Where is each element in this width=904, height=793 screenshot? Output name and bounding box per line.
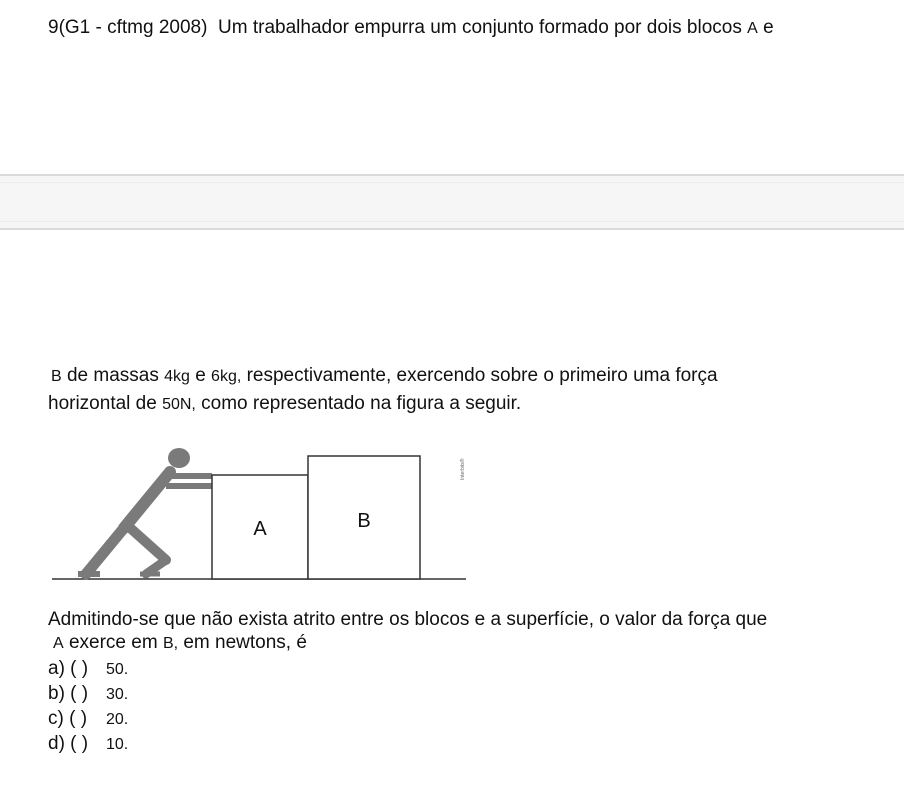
block-a-label: A (253, 518, 267, 540)
mass-b-value: 6kg, (211, 368, 242, 385)
option-c-label: c) ( ) (48, 708, 88, 729)
option-a-label: a) ( ) (48, 658, 89, 679)
option-b[interactable] (48, 682, 128, 707)
person-silhouette (78, 448, 212, 574)
unit-text: em newtons, é (183, 632, 307, 653)
mass-a-value: 4kg (164, 368, 190, 385)
question-header-line (48, 16, 774, 41)
block-b-symbol: B (51, 368, 62, 385)
person-head (168, 448, 190, 468)
masses-text: de massas (66, 365, 159, 386)
block-a-symbol: A (747, 20, 758, 37)
page-break-separator (0, 174, 904, 230)
option-b-value: 30. (106, 686, 129, 703)
figure-reference-text: como representado na figura a seguir. (201, 393, 522, 414)
horizontal-text: horizontal de (48, 393, 157, 414)
masses-line (48, 364, 718, 389)
option-c[interactable] (48, 707, 128, 732)
block-a-symbol-2: A (53, 635, 64, 652)
assumption-line (48, 608, 767, 632)
block-b-symbol-2: B, (162, 635, 179, 652)
conjunction-e: e (763, 17, 774, 38)
option-d-label: d) ( ) (48, 733, 89, 754)
masses-rest-text: respectivamente, exercendo sobre o primeiro uma força (246, 365, 718, 386)
option-d[interactable] (48, 732, 128, 757)
option-a-value: 50. (106, 661, 129, 678)
exerce-line (48, 631, 307, 656)
block-b-label: B (357, 510, 371, 532)
question-source: 9(G1 - cftmg 2008) (48, 17, 208, 38)
assumption-text: Admitindo-se que não exista atrito entre os blocos e a superfície, o valor da força que (48, 609, 768, 630)
option-b-label: b) ( ) (48, 683, 89, 704)
conjunction-e-2: e (195, 365, 206, 386)
force-value: 50N, (162, 396, 196, 413)
exerce-text: exerce em (68, 632, 158, 653)
question-intro: Um trabalhador empurra um conjunto formado por dois blocos (218, 17, 742, 38)
figure-credit: Interbits® (460, 458, 466, 480)
option-c-value: 20. (106, 711, 129, 728)
option-a[interactable] (48, 657, 128, 682)
pushing-blocks-figure (48, 440, 472, 585)
option-d-value: 10. (106, 736, 129, 753)
force-line (48, 392, 521, 417)
